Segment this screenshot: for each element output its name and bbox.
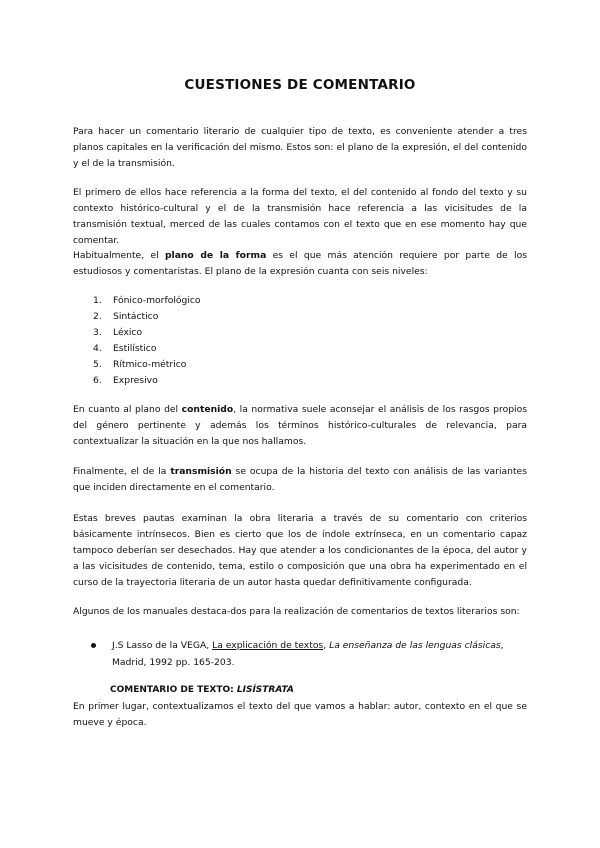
transmission-text-pre: Finalmente, el de la [73, 466, 171, 477]
section-heading-title: LISÍSTRATA [236, 685, 294, 695]
intro-paragraph: Para hacer un comentario literario de cualquier tipo de texto, es conveniente atender a tres planos capitales en la verificación del mismo. Estos son: el plano de la expresión, el del contenido y el de la transmisión. [73, 126, 527, 169]
list-item [73, 341, 373, 357]
list-item [73, 373, 373, 389]
section-heading-prefix: COMENTARIO DE TEXTO: [110, 685, 237, 695]
reference-title: La explicación de textos [212, 640, 324, 651]
transmission-bold-term: transmisión [170, 466, 232, 477]
list-item-number: 1. [93, 295, 102, 306]
transmission-paragraph [73, 464, 527, 496]
content-bold-term: contenido [181, 404, 234, 415]
reference-author: J.S Lasso de la VEGA, [112, 640, 213, 651]
planes-paragraph: El primero de ellos hace referencia a la forma del texto, el del contenido al fondo del texto y su contexto histórico-cultural y el de la transmisión hace referencia a las vicisitudes de la transmisión textual, merced de las cuales contamos con el texto que en ese momento hay que comentar. [73, 187, 527, 246]
reference-work: La enseñanza de las lenguas clásicas [329, 640, 501, 651]
bullet-icon [91, 643, 96, 648]
list-item-number: 5. [93, 359, 102, 370]
list-item [73, 637, 527, 671]
content-paragraph [73, 402, 527, 450]
list-item-label: Léxico [113, 327, 143, 338]
reference-separator: , [323, 640, 330, 651]
closing-paragraph: En primer lugar, contextualizamos el texto del que vamos a hablar: autor, contexto en el que se mueve y época. [73, 701, 527, 728]
form-text-pre: Habitualmente, el [73, 250, 165, 261]
list-item-label: Expresivo [113, 375, 158, 386]
reference-rest: , Madrid, 1992 pp. 165-203. [112, 640, 504, 668]
list-item-number: 2. [93, 311, 102, 322]
list-item-number: 3. [93, 327, 102, 338]
list-item-label: Rítmico-métrico [113, 359, 187, 370]
page-title: CUESTIONES DE COMENTARIO [184, 77, 416, 93]
manuals-intro-paragraph: Algunos de los manuales destaca-dos para la realización de comentarios de textos literarios son: [73, 606, 520, 617]
list-item-number: 4. [93, 343, 102, 354]
list-item-label: Sintáctico [113, 311, 159, 322]
list-item [73, 309, 373, 325]
list-item [73, 293, 373, 309]
list-item-label: Estilístico [113, 343, 157, 354]
form-text-post: es el que más atención requiere por parte de los estudiosos y comentaristas. El plano de la expresión cuanta con seis niveles: [73, 250, 527, 277]
list-item [73, 357, 373, 373]
guidelines-paragraph: Estas breves pautas examinan la obra literaria a través de su comentario con criterios básicamente intrínsecos. Bien es cierto que los de índole extrínseca, en un comentario capaz tampoco deberían ser desechados. Hay que atender a los condicionantes de la época, del autor y a las vicisitudes de contenido, tema, estilo o composición que una obra ha experimentado en el curso de la trayectoria literaria de un autor hasta quedar definitivamente configurada. [73, 513, 527, 588]
content-text-post: , la normativa suele aconsejar el análisis de los rasgos propios del género pertinente y además los términos histórico-culturales de relevancia, para contextualizar la situación en la que nos hallamos. [73, 404, 527, 447]
reference-list [73, 637, 527, 671]
form-paragraph [73, 248, 527, 280]
list-item-label: Fónico-morfológico [113, 295, 201, 306]
list-item [73, 325, 373, 341]
form-bold-term: plano de la forma [164, 250, 267, 261]
transmission-text-post: se ocupa de la historia del texto con análisis de las variantes que inciden directamente en el comentario. [73, 466, 527, 493]
content-text-pre: En cuanto al plano del [73, 404, 182, 415]
levels-list [73, 293, 373, 389]
section-heading [110, 683, 530, 697]
list-item-number: 6. [93, 375, 102, 386]
